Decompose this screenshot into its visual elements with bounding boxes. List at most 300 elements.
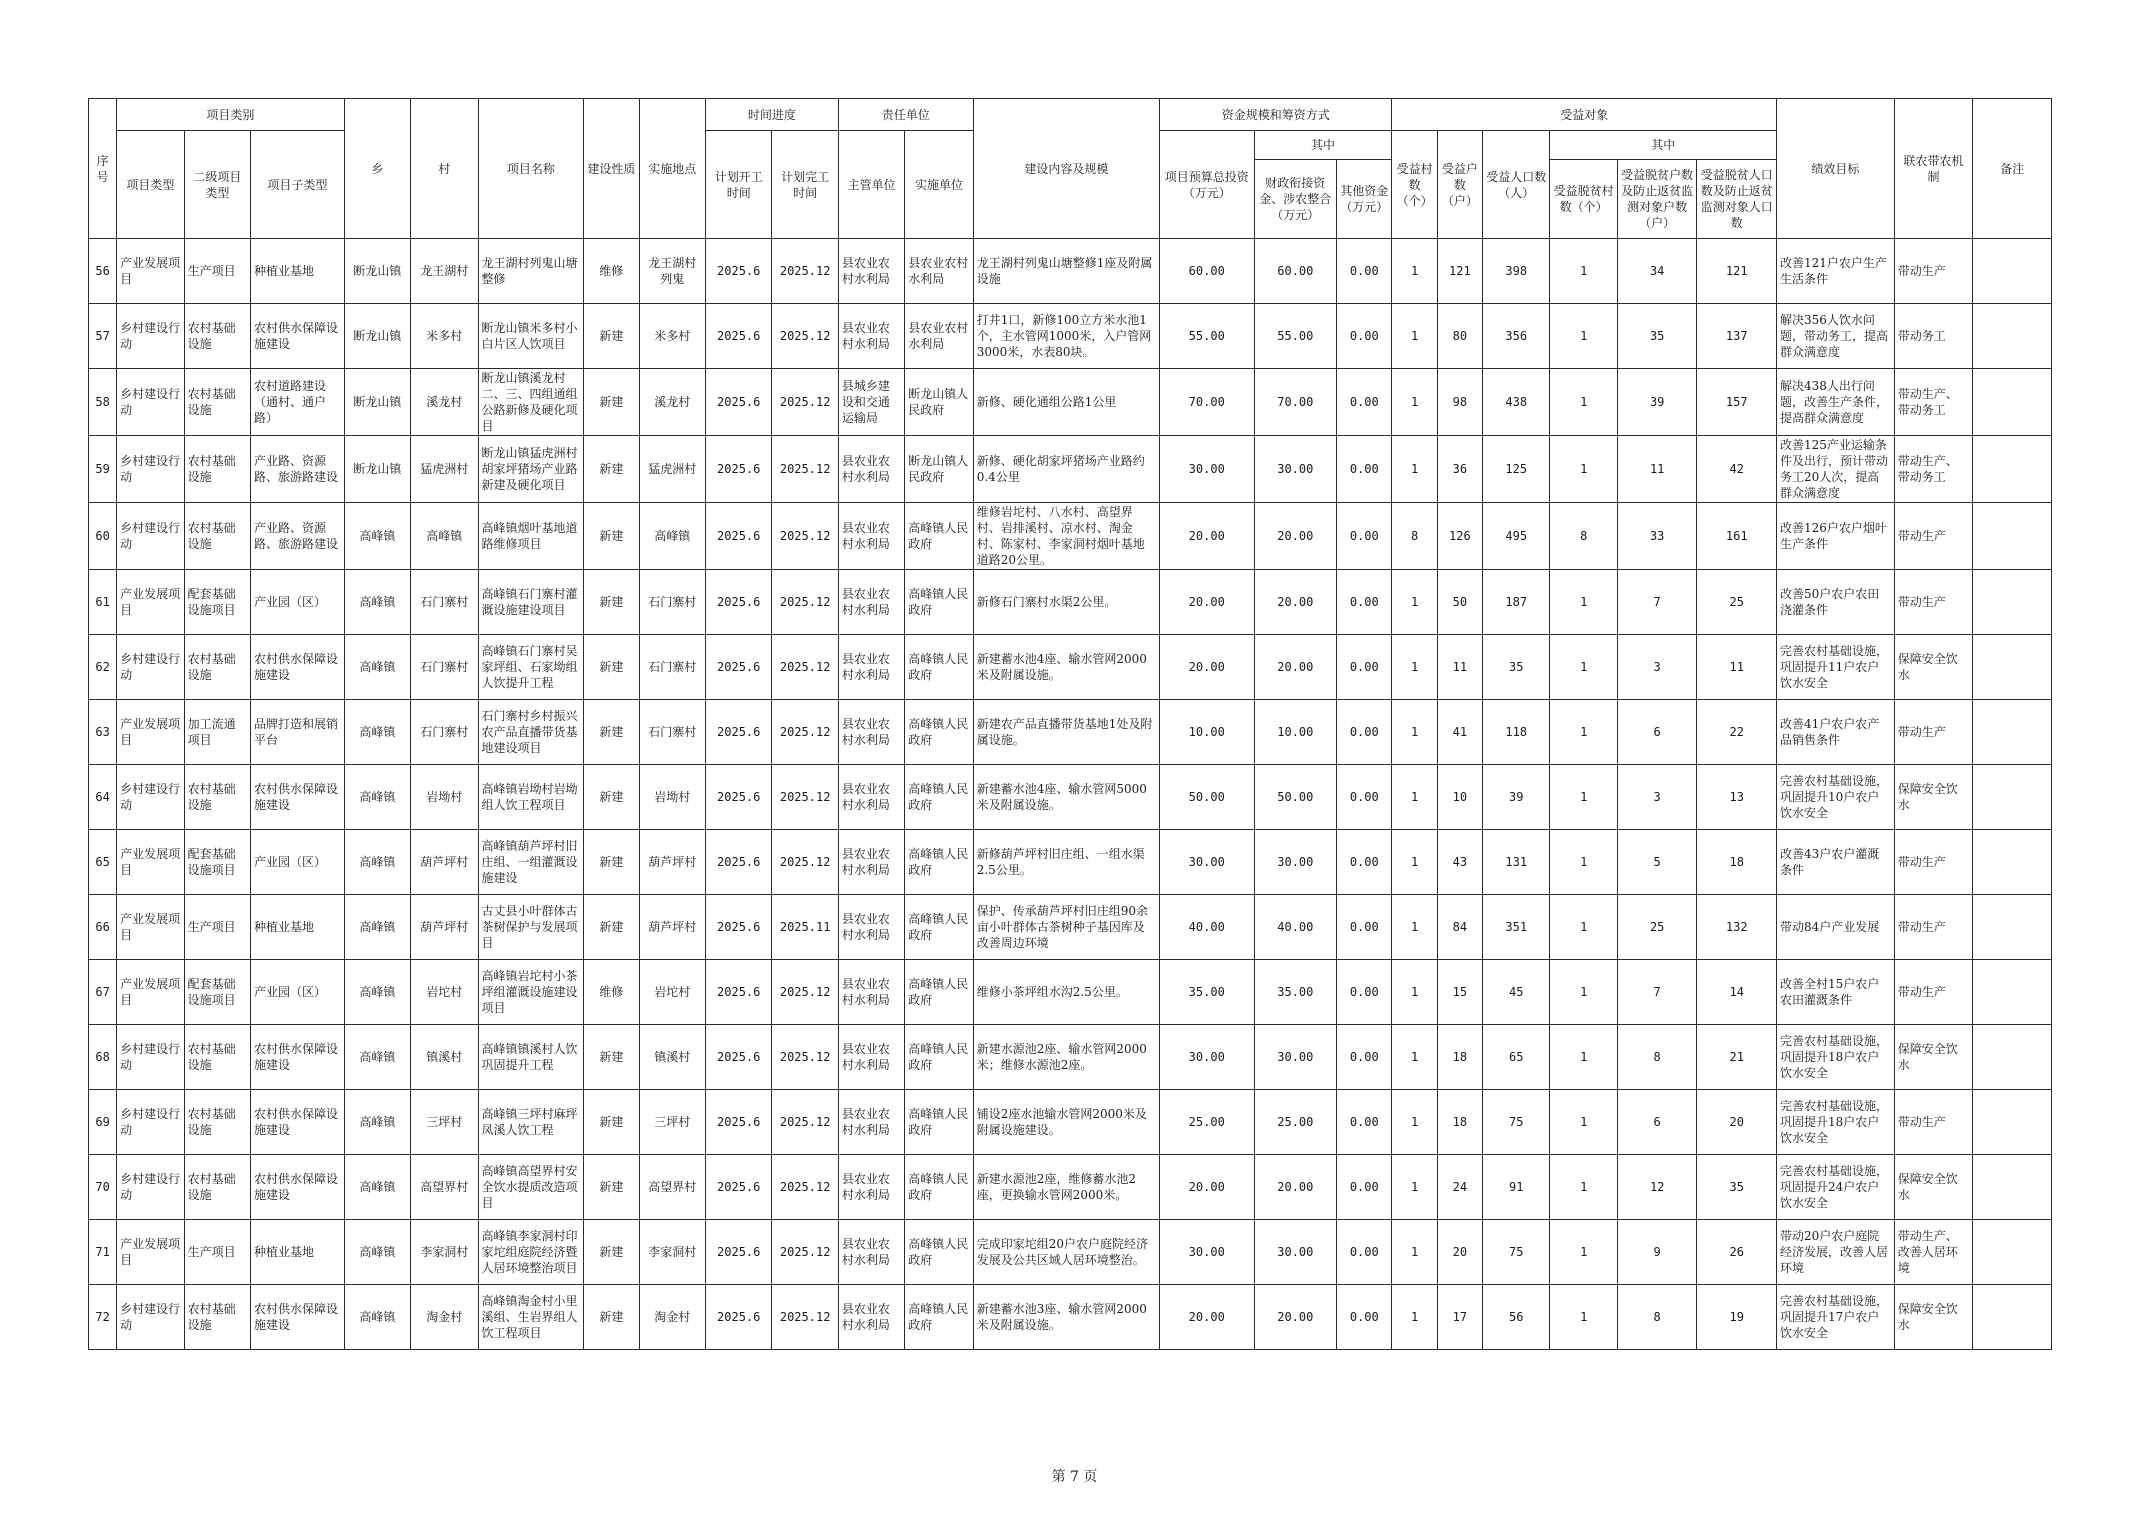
households-cell: 98 bbox=[1437, 369, 1482, 436]
plan-start-cell: 2025.6 bbox=[706, 239, 772, 304]
budget-cell: 20.00 bbox=[1159, 503, 1254, 570]
header-secondary-type: 二级项目类型 bbox=[184, 131, 250, 239]
implementer-cell: 高峰镇人民政府 bbox=[905, 1155, 973, 1220]
sub-type-cell: 产业园（区） bbox=[251, 570, 345, 635]
plan-end-cell: 2025.12 bbox=[772, 239, 838, 304]
implementer-cell: 高峰镇人民政府 bbox=[905, 503, 973, 570]
village-cell: 高望界村 bbox=[411, 1155, 478, 1220]
header-fiscal: 财政衔接资金、涉农整合（万元） bbox=[1254, 160, 1337, 239]
villages-cell: 1 bbox=[1392, 239, 1437, 304]
poor-households-cell: 3 bbox=[1617, 765, 1697, 830]
poor-villages-cell: 1 bbox=[1550, 1090, 1617, 1155]
project-name-cell: 高峰镇李家洞村印家坨组庭院经济暨人居环境整治项目 bbox=[478, 1220, 584, 1285]
village-cell: 李家洞村 bbox=[411, 1220, 478, 1285]
township-cell: 高峰镇 bbox=[344, 960, 410, 1025]
supervisor-cell: 县农业农村水利局 bbox=[838, 895, 904, 960]
location-cell: 石门寨村 bbox=[639, 570, 705, 635]
population-cell: 56 bbox=[1483, 1285, 1550, 1350]
poor-population-cell: 19 bbox=[1697, 1285, 1777, 1350]
poor-households-cell: 3 bbox=[1617, 635, 1697, 700]
mechanism-cell: 带动生产、改善人居环境 bbox=[1894, 1220, 1973, 1285]
poor-villages-cell: 1 bbox=[1550, 436, 1617, 503]
header-goal: 绩效目标 bbox=[1777, 99, 1895, 239]
plan-start-cell: 2025.6 bbox=[706, 765, 772, 830]
nature-cell: 新建 bbox=[584, 765, 639, 830]
poor-population-cell: 11 bbox=[1697, 635, 1777, 700]
remarks-cell bbox=[1973, 1090, 2052, 1155]
page-number: 第 7 页 bbox=[1051, 1469, 1098, 1485]
poor-villages-cell: 1 bbox=[1550, 570, 1617, 635]
village-cell: 石门寨村 bbox=[411, 570, 478, 635]
secondary-type-cell: 配套基础设施项目 bbox=[184, 570, 250, 635]
header-project-type: 项目类型 bbox=[117, 131, 184, 239]
goal-cell: 完善农村基础设施，巩固提升11户农户饮水安全 bbox=[1777, 635, 1895, 700]
village-cell: 溪龙村 bbox=[411, 369, 478, 436]
plan-start-cell: 2025.6 bbox=[706, 830, 772, 895]
goal-cell: 解决356人饮水问题，带动务工，提高群众满意度 bbox=[1777, 304, 1895, 369]
village-cell: 猛虎洲村 bbox=[411, 436, 478, 503]
seq-cell: 65 bbox=[89, 830, 117, 895]
village-cell: 淘金村 bbox=[411, 1285, 478, 1350]
poor-households-cell: 39 bbox=[1617, 369, 1697, 436]
nature-cell: 新建 bbox=[584, 700, 639, 765]
township-cell: 高峰镇 bbox=[344, 635, 410, 700]
township-cell: 断龙山镇 bbox=[344, 304, 410, 369]
table-row bbox=[89, 570, 2052, 635]
supervisor-cell: 县农业农村水利局 bbox=[838, 304, 904, 369]
implementer-cell: 高峰镇人民政府 bbox=[905, 895, 973, 960]
location-cell: 镇溪村 bbox=[639, 1025, 705, 1090]
seq-cell: 61 bbox=[89, 570, 117, 635]
population-cell: 39 bbox=[1483, 765, 1550, 830]
plan-start-cell: 2025.6 bbox=[706, 1155, 772, 1220]
project-name-cell: 石门寨村乡村振兴农产品直播带货基地建设项目 bbox=[478, 700, 584, 765]
poor-villages-cell: 1 bbox=[1550, 765, 1617, 830]
nature-cell: 新建 bbox=[584, 635, 639, 700]
fiscal-cell: 20.00 bbox=[1254, 1155, 1337, 1220]
households-cell: 11 bbox=[1437, 635, 1482, 700]
village-cell: 高峰镇 bbox=[411, 503, 478, 570]
nature-cell: 新建 bbox=[584, 895, 639, 960]
households-cell: 36 bbox=[1437, 436, 1482, 503]
village-cell: 葫芦坪村 bbox=[411, 830, 478, 895]
type-cell: 产业发展项目 bbox=[117, 239, 184, 304]
budget-cell: 25.00 bbox=[1159, 1090, 1254, 1155]
project-name-cell: 高峰镇葫芦坪村旧庄组、一组灌溉设施建设 bbox=[478, 830, 584, 895]
secondary-type-cell: 农村基础设施 bbox=[184, 1025, 250, 1090]
table-row bbox=[89, 960, 2052, 1025]
remarks-cell bbox=[1973, 765, 2052, 830]
project-table bbox=[88, 98, 2052, 1350]
poor-villages-cell: 1 bbox=[1550, 369, 1617, 436]
villages-cell: 1 bbox=[1392, 304, 1437, 369]
table-row bbox=[89, 1155, 2052, 1220]
remarks-cell bbox=[1973, 436, 2052, 503]
mechanism-cell: 保障安全饮水 bbox=[1894, 1025, 1973, 1090]
project-name-cell: 古丈县小叶群体古茶树保护与发展项目 bbox=[478, 895, 584, 960]
location-cell: 葫芦坪村 bbox=[639, 895, 705, 960]
remarks-cell bbox=[1973, 304, 2052, 369]
header-other-funds: 其他资金（万元） bbox=[1337, 160, 1392, 239]
mechanism-cell: 带动生产 bbox=[1894, 239, 1973, 304]
table-row bbox=[89, 1025, 2052, 1090]
content-cell: 新建农产品直播带货基地1处及附属设施。 bbox=[973, 700, 1159, 765]
table-row bbox=[89, 1090, 2052, 1155]
content-cell: 新修石门寨村水渠2公里。 bbox=[973, 570, 1159, 635]
mechanism-cell: 带动生产 bbox=[1894, 895, 1973, 960]
sub-type-cell: 农村道路建设（通村、通户路） bbox=[251, 369, 345, 436]
remarks-cell bbox=[1973, 895, 2052, 960]
type-cell: 乡村建设行动 bbox=[117, 1090, 184, 1155]
plan-start-cell: 2025.6 bbox=[706, 895, 772, 960]
other-funds-cell: 0.00 bbox=[1337, 1090, 1392, 1155]
secondary-type-cell: 生产项目 bbox=[184, 1220, 250, 1285]
location-cell: 三坪村 bbox=[639, 1090, 705, 1155]
header-content: 建设内容及规模 bbox=[973, 99, 1159, 239]
header-seq: 序号 bbox=[89, 99, 117, 239]
mechanism-cell: 带动生产、带动务工 bbox=[1894, 436, 1973, 503]
header-schedule: 时间进度 bbox=[706, 99, 839, 131]
mechanism-cell: 保障安全饮水 bbox=[1894, 765, 1973, 830]
households-cell: 10 bbox=[1437, 765, 1482, 830]
poor-households-cell: 8 bbox=[1617, 1025, 1697, 1090]
goal-cell: 改善121户农户生产生活条件 bbox=[1777, 239, 1895, 304]
remarks-cell bbox=[1973, 239, 2052, 304]
other-funds-cell: 0.00 bbox=[1337, 436, 1392, 503]
header-poor-households: 受益脱贫户数及防止返贫监测对象户数（户） bbox=[1617, 160, 1697, 239]
poor-households-cell: 8 bbox=[1617, 1285, 1697, 1350]
mechanism-cell: 带动生产 bbox=[1894, 700, 1973, 765]
type-cell: 产业发展项目 bbox=[117, 1220, 184, 1285]
poor-households-cell: 9 bbox=[1617, 1220, 1697, 1285]
implementer-cell: 高峰镇人民政府 bbox=[905, 765, 973, 830]
nature-cell: 新建 bbox=[584, 830, 639, 895]
village-cell: 葫芦坪村 bbox=[411, 895, 478, 960]
goal-cell: 改善126户农户烟叶生产条件 bbox=[1777, 503, 1895, 570]
secondary-type-cell: 配套基础设施项目 bbox=[184, 830, 250, 895]
type-cell: 乡村建设行动 bbox=[117, 436, 184, 503]
poor-villages-cell: 1 bbox=[1550, 960, 1617, 1025]
location-cell: 石门寨村 bbox=[639, 700, 705, 765]
content-cell: 新建水源池2座、输水管网2000米；维修水源池2座。 bbox=[973, 1025, 1159, 1090]
population-cell: 495 bbox=[1483, 503, 1550, 570]
poor-households-cell: 25 bbox=[1617, 895, 1697, 960]
header-households: 受益户数（户） bbox=[1437, 131, 1482, 239]
content-cell: 保护、传承葫芦坪村旧庄组90余亩小叶群体古茶树种子基因库及改善周边环境 bbox=[973, 895, 1159, 960]
implementer-cell: 断龙山镇人民政府 bbox=[905, 436, 973, 503]
villages-cell: 1 bbox=[1392, 436, 1437, 503]
plan-end-cell: 2025.12 bbox=[772, 570, 838, 635]
secondary-type-cell: 农村基础设施 bbox=[184, 1155, 250, 1220]
fiscal-cell: 20.00 bbox=[1254, 570, 1337, 635]
population-cell: 75 bbox=[1483, 1090, 1550, 1155]
poor-population-cell: 13 bbox=[1697, 765, 1777, 830]
project-name-cell: 断龙山镇溪龙村二、三、四组通组公路新修及硬化项目 bbox=[478, 369, 584, 436]
table-row bbox=[89, 635, 2052, 700]
households-cell: 18 bbox=[1437, 1025, 1482, 1090]
poor-households-cell: 7 bbox=[1617, 960, 1697, 1025]
secondary-type-cell: 农村基础设施 bbox=[184, 1090, 250, 1155]
table-row bbox=[89, 895, 2052, 960]
supervisor-cell: 县农业农村水利局 bbox=[838, 570, 904, 635]
plan-start-cell: 2025.6 bbox=[706, 1025, 772, 1090]
implementer-cell: 高峰镇人民政府 bbox=[905, 830, 973, 895]
header-village: 村 bbox=[411, 99, 478, 239]
type-cell: 产业发展项目 bbox=[117, 895, 184, 960]
goal-cell: 完善农村基础设施，巩固提升24户农户饮水安全 bbox=[1777, 1155, 1895, 1220]
nature-cell: 新建 bbox=[584, 369, 639, 436]
plan-end-cell: 2025.12 bbox=[772, 503, 838, 570]
location-cell: 高峰镇 bbox=[639, 503, 705, 570]
households-cell: 41 bbox=[1437, 700, 1482, 765]
table-row bbox=[89, 436, 2052, 503]
other-funds-cell: 0.00 bbox=[1337, 960, 1392, 1025]
poor-households-cell: 34 bbox=[1617, 239, 1697, 304]
project-name-cell: 高峰镇石门寨村灌溉设施建设项目 bbox=[478, 570, 584, 635]
goal-cell: 完善农村基础设施，巩固提升18户农户饮水安全 bbox=[1777, 1090, 1895, 1155]
content-cell: 新修、硬化胡家坪猪场产业路约0.4公里 bbox=[973, 436, 1159, 503]
content-cell: 维修岩坨村、八水村、高望界村、岩排溪村、凉水村、淘金村、陈家村、李家洞村烟叶基地道路20公里。 bbox=[973, 503, 1159, 570]
implementer-cell: 高峰镇人民政府 bbox=[905, 570, 973, 635]
plan-end-cell: 2025.12 bbox=[772, 369, 838, 436]
villages-cell: 1 bbox=[1392, 700, 1437, 765]
households-cell: 50 bbox=[1437, 570, 1482, 635]
supervisor-cell: 县农业农村水利局 bbox=[838, 1220, 904, 1285]
table-row bbox=[89, 700, 2052, 765]
goal-cell: 带动84户产业发展 bbox=[1777, 895, 1895, 960]
poor-villages-cell: 1 bbox=[1550, 1155, 1617, 1220]
poor-population-cell: 137 bbox=[1697, 304, 1777, 369]
budget-cell: 40.00 bbox=[1159, 895, 1254, 960]
township-cell: 断龙山镇 bbox=[344, 369, 410, 436]
poor-households-cell: 6 bbox=[1617, 1090, 1697, 1155]
secondary-type-cell: 生产项目 bbox=[184, 239, 250, 304]
plan-start-cell: 2025.6 bbox=[706, 369, 772, 436]
other-funds-cell: 0.00 bbox=[1337, 635, 1392, 700]
village-cell: 岩坨村 bbox=[411, 960, 478, 1025]
mechanism-cell: 保障安全饮水 bbox=[1894, 1155, 1973, 1220]
population-cell: 91 bbox=[1483, 1155, 1550, 1220]
project-name-cell: 高峰镇岩坳村岩坳组人饮工程项目 bbox=[478, 765, 584, 830]
budget-cell: 30.00 bbox=[1159, 830, 1254, 895]
header-location: 实施地点 bbox=[639, 99, 705, 239]
type-cell: 乡村建设行动 bbox=[117, 503, 184, 570]
fiscal-cell: 55.00 bbox=[1254, 304, 1337, 369]
poor-villages-cell: 1 bbox=[1550, 635, 1617, 700]
project-name-cell: 高峰镇烟叶基地道路维修项目 bbox=[478, 503, 584, 570]
type-cell: 产业发展项目 bbox=[117, 830, 184, 895]
header-project-category: 项目类别 bbox=[117, 99, 345, 131]
supervisor-cell: 县农业农村水利局 bbox=[838, 765, 904, 830]
secondary-type-cell: 配套基础设施项目 bbox=[184, 960, 250, 1025]
budget-cell: 20.00 bbox=[1159, 1155, 1254, 1220]
seq-cell: 64 bbox=[89, 765, 117, 830]
type-cell: 乡村建设行动 bbox=[117, 635, 184, 700]
village-cell: 石门寨村 bbox=[411, 700, 478, 765]
project-name-cell: 高峰镇镇溪村人饮巩固提升工程 bbox=[478, 1025, 584, 1090]
content-cell: 新建蓄水池3座、输水管网2000米及附属设施。 bbox=[973, 1285, 1159, 1350]
location-cell: 石门寨村 bbox=[639, 635, 705, 700]
other-funds-cell: 0.00 bbox=[1337, 895, 1392, 960]
remarks-cell bbox=[1973, 700, 2052, 765]
sub-type-cell: 产业路、资源路、旅游路建设 bbox=[251, 503, 345, 570]
population-cell: 438 bbox=[1483, 369, 1550, 436]
households-cell: 121 bbox=[1437, 239, 1482, 304]
header-poor-population: 受益脱贫人口数及防止返贫监测对象人口数 bbox=[1697, 160, 1777, 239]
households-cell: 80 bbox=[1437, 304, 1482, 369]
location-cell: 溪龙村 bbox=[639, 369, 705, 436]
implementer-cell: 高峰镇人民政府 bbox=[905, 1285, 973, 1350]
header-nature: 建设性质 bbox=[584, 99, 639, 239]
seq-cell: 66 bbox=[89, 895, 117, 960]
remarks-cell bbox=[1973, 960, 2052, 1025]
remarks-cell bbox=[1973, 503, 2052, 570]
remarks-cell bbox=[1973, 1025, 2052, 1090]
supervisor-cell: 县农业农村水利局 bbox=[838, 1090, 904, 1155]
poor-households-cell: 5 bbox=[1617, 830, 1697, 895]
secondary-type-cell: 农村基础设施 bbox=[184, 436, 250, 503]
goal-cell: 带动20户农户庭院经济发展，改善人居环境 bbox=[1777, 1220, 1895, 1285]
table-row bbox=[89, 1220, 2052, 1285]
poor-households-cell: 35 bbox=[1617, 304, 1697, 369]
goal-cell: 完善农村基础设施，巩固提升10户农户饮水安全 bbox=[1777, 765, 1895, 830]
village-cell: 石门寨村 bbox=[411, 635, 478, 700]
sub-type-cell: 种植业基地 bbox=[251, 895, 345, 960]
header-row-1 bbox=[89, 99, 2052, 131]
poor-population-cell: 20 bbox=[1697, 1090, 1777, 1155]
nature-cell: 新建 bbox=[584, 1285, 639, 1350]
content-cell: 完成印家坨组20户农户庭院经济发展及公共区域人居环境整治。 bbox=[973, 1220, 1159, 1285]
township-cell: 断龙山镇 bbox=[344, 239, 410, 304]
budget-cell: 20.00 bbox=[1159, 635, 1254, 700]
households-cell: 15 bbox=[1437, 960, 1482, 1025]
budget-cell: 10.00 bbox=[1159, 700, 1254, 765]
other-funds-cell: 0.00 bbox=[1337, 369, 1392, 436]
villages-cell: 1 bbox=[1392, 1285, 1437, 1350]
sub-type-cell: 农村供水保障设施建设 bbox=[251, 1025, 345, 1090]
poor-households-cell: 6 bbox=[1617, 700, 1697, 765]
poor-population-cell: 42 bbox=[1697, 436, 1777, 503]
poor-population-cell: 26 bbox=[1697, 1220, 1777, 1285]
villages-cell: 1 bbox=[1392, 1155, 1437, 1220]
project-name-cell: 高峰镇三坪村麻坪凤溪人饮工程 bbox=[478, 1090, 584, 1155]
other-funds-cell: 0.00 bbox=[1337, 700, 1392, 765]
budget-cell: 20.00 bbox=[1159, 570, 1254, 635]
remarks-cell bbox=[1973, 570, 2052, 635]
poor-households-cell: 11 bbox=[1617, 436, 1697, 503]
poor-households-cell: 33 bbox=[1617, 503, 1697, 570]
type-cell: 乡村建设行动 bbox=[117, 765, 184, 830]
plan-start-cell: 2025.6 bbox=[706, 304, 772, 369]
type-cell: 乡村建设行动 bbox=[117, 304, 184, 369]
seq-cell: 72 bbox=[89, 1285, 117, 1350]
fiscal-cell: 50.00 bbox=[1254, 765, 1337, 830]
villages-cell: 1 bbox=[1392, 635, 1437, 700]
sub-type-cell: 农村供水保障设施建设 bbox=[251, 1090, 345, 1155]
villages-cell: 1 bbox=[1392, 895, 1437, 960]
population-cell: 35 bbox=[1483, 635, 1550, 700]
implementer-cell: 高峰镇人民政府 bbox=[905, 1025, 973, 1090]
nature-cell: 新建 bbox=[584, 1220, 639, 1285]
location-cell: 岩坨村 bbox=[639, 960, 705, 1025]
other-funds-cell: 0.00 bbox=[1337, 765, 1392, 830]
implementer-cell: 断龙山镇人民政府 bbox=[905, 369, 973, 436]
header-supervisor: 主管单位 bbox=[838, 131, 904, 239]
households-cell: 18 bbox=[1437, 1090, 1482, 1155]
poor-population-cell: 25 bbox=[1697, 570, 1777, 635]
project-name-cell: 高峰镇石门寨村吴家坪组、石家坳组人饮提升工程 bbox=[478, 635, 584, 700]
plan-end-cell: 2025.12 bbox=[772, 1090, 838, 1155]
secondary-type-cell: 农村基础设施 bbox=[184, 635, 250, 700]
project-name-cell: 高峰镇高望界村安全饮水提质改造项目 bbox=[478, 1155, 584, 1220]
secondary-type-cell: 农村基础设施 bbox=[184, 765, 250, 830]
implementer-cell: 县农业农村水利局 bbox=[905, 239, 973, 304]
header-remarks: 备注 bbox=[1973, 99, 2052, 239]
villages-cell: 1 bbox=[1392, 1090, 1437, 1155]
implementer-cell: 高峰镇人民政府 bbox=[905, 700, 973, 765]
poor-villages-cell: 1 bbox=[1550, 1220, 1617, 1285]
header-beneficiaries: 受益对象 bbox=[1392, 99, 1777, 131]
secondary-type-cell: 加工流通项目 bbox=[184, 700, 250, 765]
poor-villages-cell: 1 bbox=[1550, 895, 1617, 960]
type-cell: 乡村建设行动 bbox=[117, 369, 184, 436]
sub-type-cell: 农村供水保障设施建设 bbox=[251, 1155, 345, 1220]
fiscal-cell: 20.00 bbox=[1254, 503, 1337, 570]
plan-end-cell: 2025.12 bbox=[772, 830, 838, 895]
fiscal-cell: 30.00 bbox=[1254, 436, 1337, 503]
budget-cell: 35.00 bbox=[1159, 960, 1254, 1025]
plan-end-cell: 2025.12 bbox=[772, 1285, 838, 1350]
nature-cell: 新建 bbox=[584, 1155, 639, 1220]
other-funds-cell: 0.00 bbox=[1337, 830, 1392, 895]
mechanism-cell: 带动生产 bbox=[1894, 1090, 1973, 1155]
township-cell: 高峰镇 bbox=[344, 765, 410, 830]
mechanism-cell: 带动务工 bbox=[1894, 304, 1973, 369]
remarks-cell bbox=[1973, 1285, 2052, 1350]
remarks-cell bbox=[1973, 830, 2052, 895]
header-poor-villages: 受益脱贫村数（个） bbox=[1550, 160, 1617, 239]
supervisor-cell: 县农业农村水利局 bbox=[838, 436, 904, 503]
households-cell: 17 bbox=[1437, 1285, 1482, 1350]
plan-end-cell: 2025.12 bbox=[772, 436, 838, 503]
content-cell: 打井1口，新修100立方米水池1个，主水管网1000米，入户管网3000米，水表80块。 bbox=[973, 304, 1159, 369]
fiscal-cell: 30.00 bbox=[1254, 1025, 1337, 1090]
sub-type-cell: 产业园（区） bbox=[251, 960, 345, 1025]
households-cell: 43 bbox=[1437, 830, 1482, 895]
plan-start-cell: 2025.6 bbox=[706, 436, 772, 503]
location-cell: 龙王湖村列鬼 bbox=[639, 239, 705, 304]
mechanism-cell: 带动生产 bbox=[1894, 960, 1973, 1025]
mechanism-cell: 带动生产 bbox=[1894, 570, 1973, 635]
header-sub-type: 项目子类型 bbox=[251, 131, 345, 239]
goal-cell: 完善农村基础设施，巩固提升17户农户饮水安全 bbox=[1777, 1285, 1895, 1350]
plan-end-cell: 2025.11 bbox=[772, 895, 838, 960]
plan-end-cell: 2025.12 bbox=[772, 635, 838, 700]
budget-cell: 20.00 bbox=[1159, 1285, 1254, 1350]
population-cell: 65 bbox=[1483, 1025, 1550, 1090]
supervisor-cell: 县农业农村水利局 bbox=[838, 1155, 904, 1220]
villages-cell: 1 bbox=[1392, 830, 1437, 895]
poor-villages-cell: 1 bbox=[1550, 1025, 1617, 1090]
seq-cell: 67 bbox=[89, 960, 117, 1025]
supervisor-cell: 县农业农村水利局 bbox=[838, 960, 904, 1025]
nature-cell: 新建 bbox=[584, 503, 639, 570]
population-cell: 131 bbox=[1483, 830, 1550, 895]
plan-start-cell: 2025.6 bbox=[706, 635, 772, 700]
plan-start-cell: 2025.6 bbox=[706, 503, 772, 570]
budget-cell: 60.00 bbox=[1159, 239, 1254, 304]
remarks-cell bbox=[1973, 635, 2052, 700]
